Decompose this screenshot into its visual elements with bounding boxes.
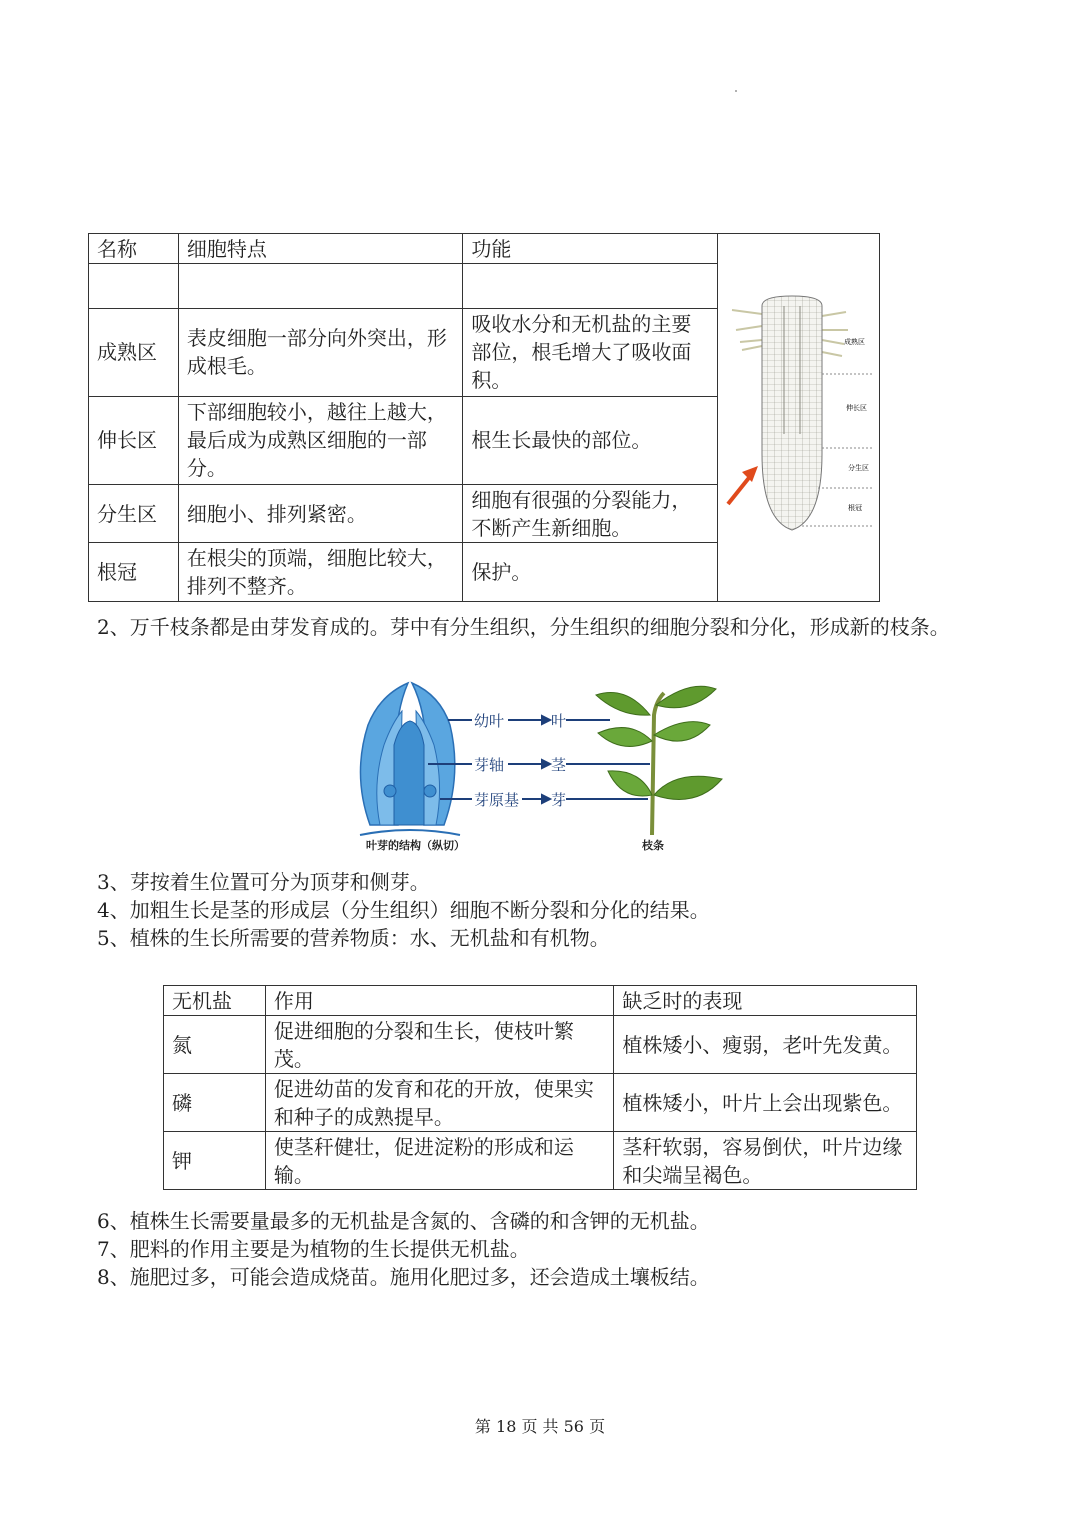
header-effect: 作用	[265, 986, 614, 1016]
zone-feature: 细胞小、排列紧密。	[178, 484, 463, 543]
label-bud-primordium: 芽原基	[474, 791, 520, 809]
salt-name: 钾	[164, 1132, 266, 1190]
root-tip-illustration	[718, 234, 878, 594]
table-row	[164, 1074, 917, 1132]
caption-branch: 枝条	[642, 839, 664, 852]
header-deficiency: 缺乏时的表现	[614, 986, 917, 1016]
table-row	[164, 1016, 917, 1074]
paragraph-6: 6、植株生长需要量最多的无机盐是含氮的、含磷的和含钾的无机盐。	[97, 1209, 710, 1233]
zone-name: 成熟区	[89, 308, 179, 396]
label-meristem: 分生区	[847, 464, 869, 472]
paragraph-4: 4、加粗生长是茎的形成层（分生组织）细胞不断分裂和分化的结果。	[97, 898, 710, 922]
caption-leaf-bud: 叶芽的结构（纵切）	[366, 839, 465, 852]
leaf-bud-section-drawing	[360, 683, 460, 835]
root-zone-table	[88, 233, 880, 602]
bud-structure-figure	[350, 675, 730, 855]
zone-name: 根冠	[89, 543, 179, 602]
table-header-row	[89, 234, 880, 264]
label-stem: 茎	[551, 756, 567, 774]
label-bud-axis: 芽轴	[474, 756, 505, 774]
salt-deficiency: 茎秆软弱，容易倒伏，叶片边缘和尖端呈褐色。	[614, 1132, 917, 1190]
paragraph-8: 8、施肥过多，可能会造成烧苗。施用化肥过多，还会造成土壤板结。	[97, 1265, 710, 1289]
salt-name: 氮	[164, 1016, 266, 1074]
label-elongation: 伸长区	[845, 404, 867, 412]
label-rootcap: 根冠	[847, 504, 862, 512]
zone-feature: 在根尖的顶端，细胞比较大，排列不整齐。	[178, 543, 463, 602]
zone-name: 伸长区	[89, 396, 179, 484]
zone-function: 保护。	[463, 543, 718, 602]
root-tip-figure-cell	[717, 234, 879, 602]
table-row	[164, 1132, 917, 1190]
label-leaf: 叶	[551, 712, 567, 730]
header-salt: 无机盐	[164, 986, 266, 1016]
mineral-salt-table	[163, 985, 917, 1190]
paragraph-5: 5、植株的生长所需要的营养物质：水、无机盐和有机物。	[97, 926, 610, 950]
zone-function: 根生长最快的部位。	[463, 396, 718, 484]
speck	[735, 90, 737, 92]
salt-effect: 促进细胞的分裂和生长，使枝叶繁茂。	[265, 1016, 614, 1074]
label-maturation: 成熟区	[843, 338, 865, 346]
zone-feature: 表皮细胞一部分向外突出，形成根毛。	[178, 308, 463, 396]
zone-name: 分生区	[89, 484, 179, 543]
paragraph-7: 7、肥料的作用主要是为植物的生长提供无机盐。	[97, 1237, 530, 1261]
paragraph-3: 3、芽按着生位置可分为顶芽和侧芽。	[97, 870, 430, 894]
salt-name: 磷	[164, 1074, 266, 1132]
header-name: 名称	[89, 234, 179, 264]
paragraph-2: 2、万千枝条都是由芽发育成的。芽中有分生组织，分生组织的细胞分裂和分化，形成新的枝条。	[97, 615, 950, 639]
branch-drawing	[596, 686, 722, 835]
salt-deficiency: 植株矮小，叶片上会出现紫色。	[614, 1074, 917, 1132]
salt-effect: 使茎秆健壮，促进淀粉的形成和运输。	[265, 1132, 614, 1190]
table-header-row	[164, 986, 917, 1016]
header-function: 功能	[463, 234, 718, 264]
salt-effect: 促进幼苗的发育和花的开放，使果实和种子的成熟提早。	[265, 1074, 614, 1132]
zone-function: 细胞有很强的分裂能力，不断产生新细胞。	[463, 484, 718, 543]
zone-function: 吸收水分和无机盐的主要部位，根毛增大了吸收面积。	[463, 308, 718, 396]
label-bud: 芽	[551, 791, 567, 809]
page-footer: 第 18 页 共 56 页	[474, 1417, 606, 1436]
label-young-leaf: 幼叶	[474, 712, 505, 730]
zone-feature: 下部细胞较小，越往上越大，最后成为成熟区细胞的一部分。	[178, 396, 463, 484]
salt-deficiency: 植株矮小、瘦弱，老叶先发黄。	[614, 1016, 917, 1074]
header-feature: 细胞特点	[178, 234, 463, 264]
